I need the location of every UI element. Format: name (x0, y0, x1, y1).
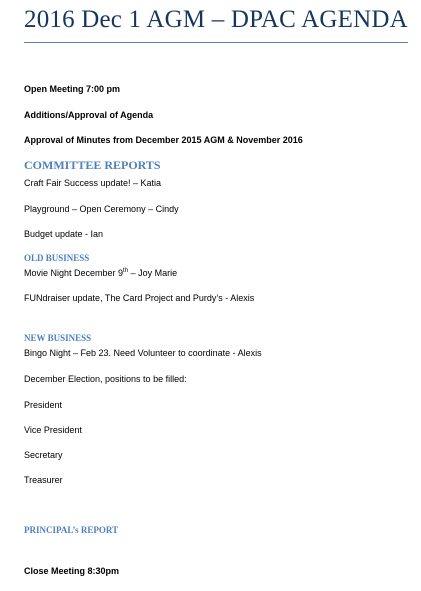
committee-item-playground: Playground – Open Ceremony – Cindy (24, 204, 179, 214)
committee-reports-heading: COMMITTEE REPORTS (24, 158, 161, 172)
position-secretary: Secretary (24, 450, 63, 460)
new-business-election: December Election, positions to be filled: (24, 374, 187, 384)
movie-night-host: – Joy Marie (128, 268, 178, 278)
new-business-bingo: Bingo Night – Feb 23. Need Volunteer to coordinate - Alexis (24, 348, 262, 358)
close-meeting-line: Close Meeting 8:30pm (24, 566, 120, 576)
document-title: 2016 Dec 1 AGM – DPAC AGENDA (24, 6, 408, 33)
movie-night-ordinal: th (123, 268, 129, 274)
position-president: President (24, 400, 63, 410)
old-business-fundraiser: FUNdraiser update, The Card Project and Purdy’s - Alexis (24, 293, 255, 303)
open-meeting-line: Open Meeting 7:00 pm (24, 84, 121, 94)
principals-report-heading: PRINCIPAL’s REPORT (24, 525, 119, 535)
movie-night-text: Movie Night December 9 (24, 268, 124, 278)
committee-item-budget: Budget update - Ian (24, 229, 104, 239)
committee-item-craft-fair: Craft Fair Success update! – Katia (24, 178, 162, 188)
old-business-heading: OLD BUSINESS (24, 253, 90, 263)
title-underline (24, 42, 408, 43)
position-treasurer: Treasurer (24, 475, 63, 485)
new-business-heading: NEW BUSINESS (24, 333, 92, 343)
old-business-movie-night (24, 268, 177, 278)
position-vice-president: Vice President (24, 425, 82, 435)
approval-minutes-line: Approval of Minutes from December 2015 AGM & November 2016 (24, 135, 303, 145)
approval-agenda-line: Additions/Approval of Agenda (24, 110, 154, 120)
